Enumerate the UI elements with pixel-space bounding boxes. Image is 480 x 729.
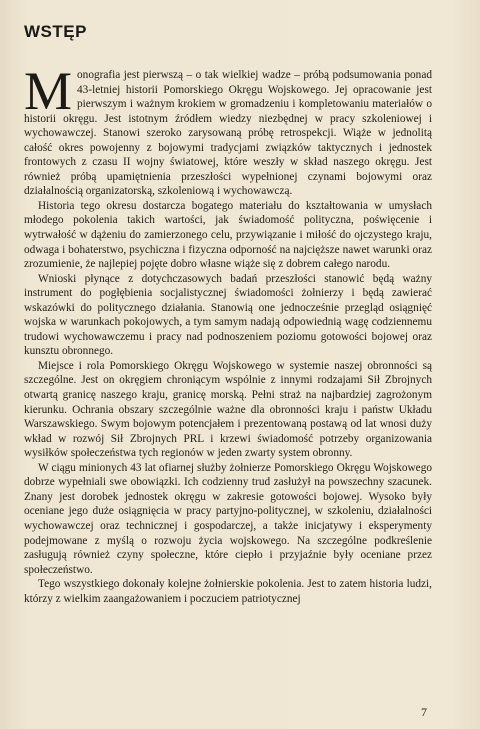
paragraph-5: W ciągu minionych 43 lat ofiarnej służby żołnierze Pomorskiego Okręgu Wojskowego dobrze wypełniali swe obowiązki. Ich codzienny trud zasłużył na powszechny szacunek. Znany jest dorobek jednostek okręgu w zakresie gotowości bojowej. Wysoko były oceniane jego duże osiągnięcia w pracy partyjno-politycznej, w szkoleniu, działalności wychowawczej oraz technicznej i gospodarczej, a także inicjatywy i eksperymenty podejmowane z myślą o rozwoju życia wojskowego. Na szczególne podkreślenie zasługują również czyny społeczne, które ciepło i przyjaźnie były oceniane przez społeczeństwo. bbox=[24, 461, 432, 576]
paragraph-1-text: onografia jest pierwszą – o tak wielkiej wadze – próbą podsumowania ponad 43-letniej historii Pomorskiego Okręgu Wojskowego. Jej opracowanie jest pierwszym i ważnym krokiem w gromadzeniu i kompletowaniu materiałów o historii okręgu. Jest istotnym źródłem wiedzy niezbędnej w pracy szkoleniowej i wychowawczej. Stanowi szeroko zarysowaną próbę retrospekcji. Wiąże w jednolitą całość okres powojenny z bojowymi tradycjami związków taktycznych i jednostek frontowych z czasu II wojny światowej, które weszły w skład naszego okręgu. Jest również próbą upamiętnienia przeszłości wypełnionej czynami bojowymi oraz działalnością organizatorską, szkoleniową i wychowawczą. bbox=[24, 69, 432, 198]
paragraph-3: Wnioski płynące z dotychczasowych badań przeszłości stanowić będą ważny instrument do pogłębienia socjalistycznej świadomości żołnierzy i będą zawierać wskazówki do politycznego działania. Stanowią one jednocześnie przegląd osiągnięć wojska w warunkach pokojowych, a tym samym nadają odpowiednią wagę codziennemu trudowi wychowawczemu i pracy nad podnoszeniem poziomu gotowości bojowej oraz kunsztu obronnego. bbox=[24, 272, 432, 358]
page-number: 7 bbox=[421, 705, 427, 719]
body-text bbox=[24, 61, 432, 606]
chapter-heading: WSTĘP bbox=[24, 22, 87, 41]
paragraph-6: Tego wszystkiego dokonały kolejne żołnierskie pokolenia. Jest to zatem historia ludzi, którzy z wielkim zaangażowaniem i poczuciem patriotycznej bbox=[24, 578, 432, 605]
paragraph-1 bbox=[24, 61, 432, 199]
paragraph-4: Miejsce i rola Pomorskiego Okręgu Wojskowego w systemie naszej obronności są szczególne. Jest on okręgiem chroniącym wspólnie z innymi rodzajami Sił Zbrojnych otwartą granicę naszego kraju, granicę morską. Pełni straż na najbardziej zagrożonym kierunku. Ochrania obszary szczególnie ważne dla obronności kraju i państw Układu Warszawskiego. Swym bojowym potencjałem i prezentowaną postawą od lat wnosi duży wkład w rozwój Sił Zbrojnych PRL i krzewi świadomość potrzeby organizowania wysiłków społeczeństwa tych regionów w jeden zwarty system obronny. bbox=[24, 359, 432, 460]
drop-cap: M bbox=[24, 61, 73, 121]
paragraph-2: Historia tego okresu dostarcza bogatego materiału do kształtowania w umysłach młodego pokolenia takich wartości, jak świadomość polityczna, poświęcenie i wytrwałość w dążeniu do zamierzonego celu, przywiązanie i miłość do ojczystego kraju, odwaga i bohaterstwo, psychiczna i fizyczna odporność na najcięższe nawet warunki oraz zrozumienie, że najlepiej pojęte dobro własne wiąże się z dobrem całego narodu. bbox=[24, 199, 432, 271]
